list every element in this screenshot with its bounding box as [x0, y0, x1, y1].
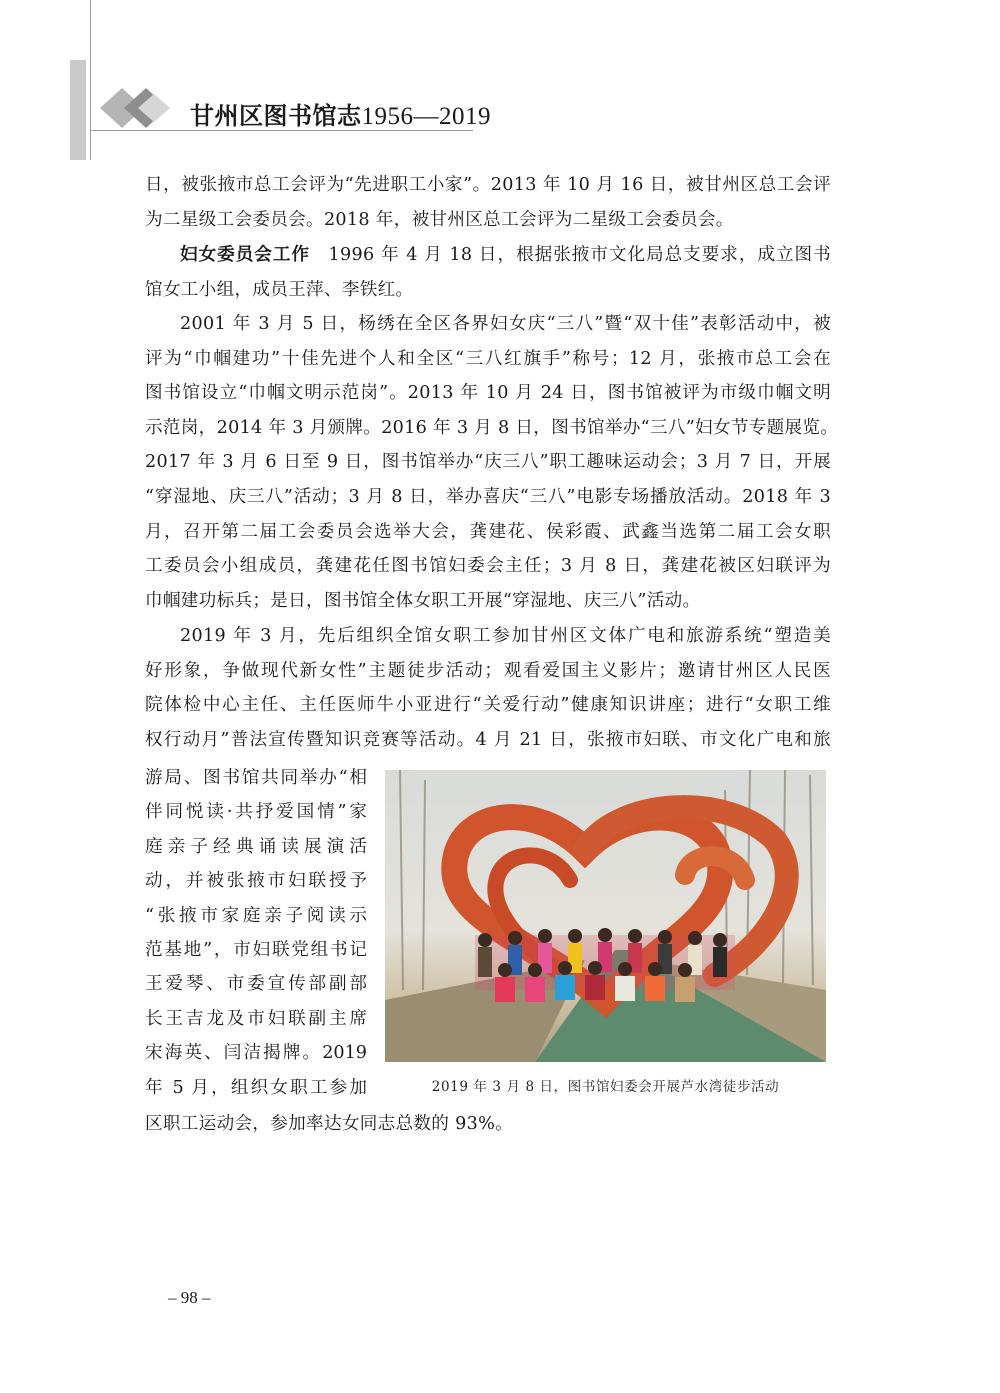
- running-header: [190, 96, 491, 131]
- header-years: 1956—2019: [361, 103, 491, 130]
- group-photo: [385, 770, 826, 1062]
- text-line-rest: 1996 年 4 月 18 日，根据张掖市文化局总支要求，成立图书: [309, 245, 831, 265]
- text-line: 示范岗，2014 年 3 月颁牌。2016 年 3 月 8 日，图书馆举办“三八”妇女节专题展览。: [145, 417, 839, 438]
- text-line: 动，并被张掖市妇联授予: [145, 871, 367, 892]
- text-line: 权行动月”普法宣传暨知识竞赛等活动。4 月 21 日，张掖市妇联、市文化广电和旅: [145, 729, 831, 750]
- text-line: 院体检中心主任、主任医师牛小亚进行“关爱行动”健康知识讲座；进行“女职工维: [145, 695, 831, 716]
- text-line: 游局、图书馆共同举办“相: [145, 768, 367, 788]
- heart-arch-photo-illustration: [385, 770, 826, 1062]
- header-diamond-icon: [100, 88, 180, 128]
- text-line: 2019 年 3 月，先后组织全馆女职工参加甘州区文体广电和旅游系统“塑造美: [180, 626, 831, 646]
- text-line: 月，召开第二届工会委员会选举大会，龚建花、侯彩霞、武鑫当选第二届工会女职: [145, 521, 831, 542]
- text-line: 范基地”，市妇联党组书记: [145, 940, 367, 961]
- photo-caption: 2019 年 3 月 8 日，图书馆妇委会开展芦水湾徒步活动: [431, 1079, 780, 1095]
- text-line: 好形象，争做现代新女性”主题徒步活动；观看爱国主义影片；邀请甘州区人民医: [145, 660, 831, 681]
- paragraph-1: [145, 168, 831, 237]
- text-line: 馆女工小组，成员王萍、李铁红。: [145, 279, 414, 300]
- text-line: 巾帼建功标兵；是日，图书馆全体女职工开展“穿湿地、庆三八”活动。: [145, 590, 701, 611]
- text-line: 2001 年 3 月 5 日，杨绣在全区各界妇女庆“三八”暨“双十佳”表彰活动中，被: [180, 314, 831, 334]
- text-line: 年 5 月，组织女职工参加: [145, 1077, 367, 1098]
- text-line: “穿湿地、庆三八”活动；3 月 8 日，举办喜庆“三八”电影专场播放活动。2018 年 3: [145, 486, 831, 507]
- text-line: “张掖市家庭亲子阅读示: [145, 905, 367, 926]
- header-title: 甘州区图书馆志: [190, 102, 362, 130]
- section-heading: 妇女委员会工作: [180, 245, 310, 265]
- text-line: 宋海英、闫洁揭牌。2019: [145, 1043, 367, 1064]
- text-line: 为二星级工会委员会。2018 年，被甘州区总工会评为二星级工会委员会。: [145, 209, 734, 230]
- text-line: 评为“巾帼建功”十佳先进个人和全区“三八红旗手”称号；12 月，张掖市总工会在: [145, 348, 831, 369]
- text-line: 2017 年 3 月 6 日至 9 日，图书馆举办“庆三八”职工趣味运动会；3 月 7 日，开展: [145, 452, 831, 473]
- text-line: 区职工运动会，参加率达女同志总数的 93%。: [145, 1114, 513, 1134]
- header-vertical-rule: [90, 0, 91, 160]
- text-line: 日，被张掖市总工会评为“先进职工小家”。2013 年 10 月 16 日，被甘州区总工会评: [145, 175, 831, 195]
- wrapped-text-column: [145, 761, 367, 1105]
- header-side-bar: [70, 60, 86, 160]
- text-line: 图书馆设立“巾帼文明示范岗”。2013 年 10 月 24 日，图书馆被评为市级巾帼文明: [145, 383, 831, 404]
- text-line: 工委员会小组成员，龚建花任图书馆妇委会主任；3 月 8 日，龚建花被区妇联评为: [145, 556, 831, 577]
- paragraph-4: [145, 619, 831, 757]
- text-line: 伴同悦读·共抒爱国情”家: [145, 802, 367, 823]
- paragraph-3: [145, 307, 839, 618]
- text-line: 庭亲子经典诵读展演活: [145, 836, 367, 857]
- paragraph-2: [145, 238, 831, 307]
- page-number: – 98 –: [168, 1288, 211, 1307]
- text-line: 长王吉龙及市妇联副主席: [145, 1008, 367, 1029]
- text-line: 王爱琴、市委宣传部副部: [145, 974, 367, 995]
- text-line: [145, 238, 831, 273]
